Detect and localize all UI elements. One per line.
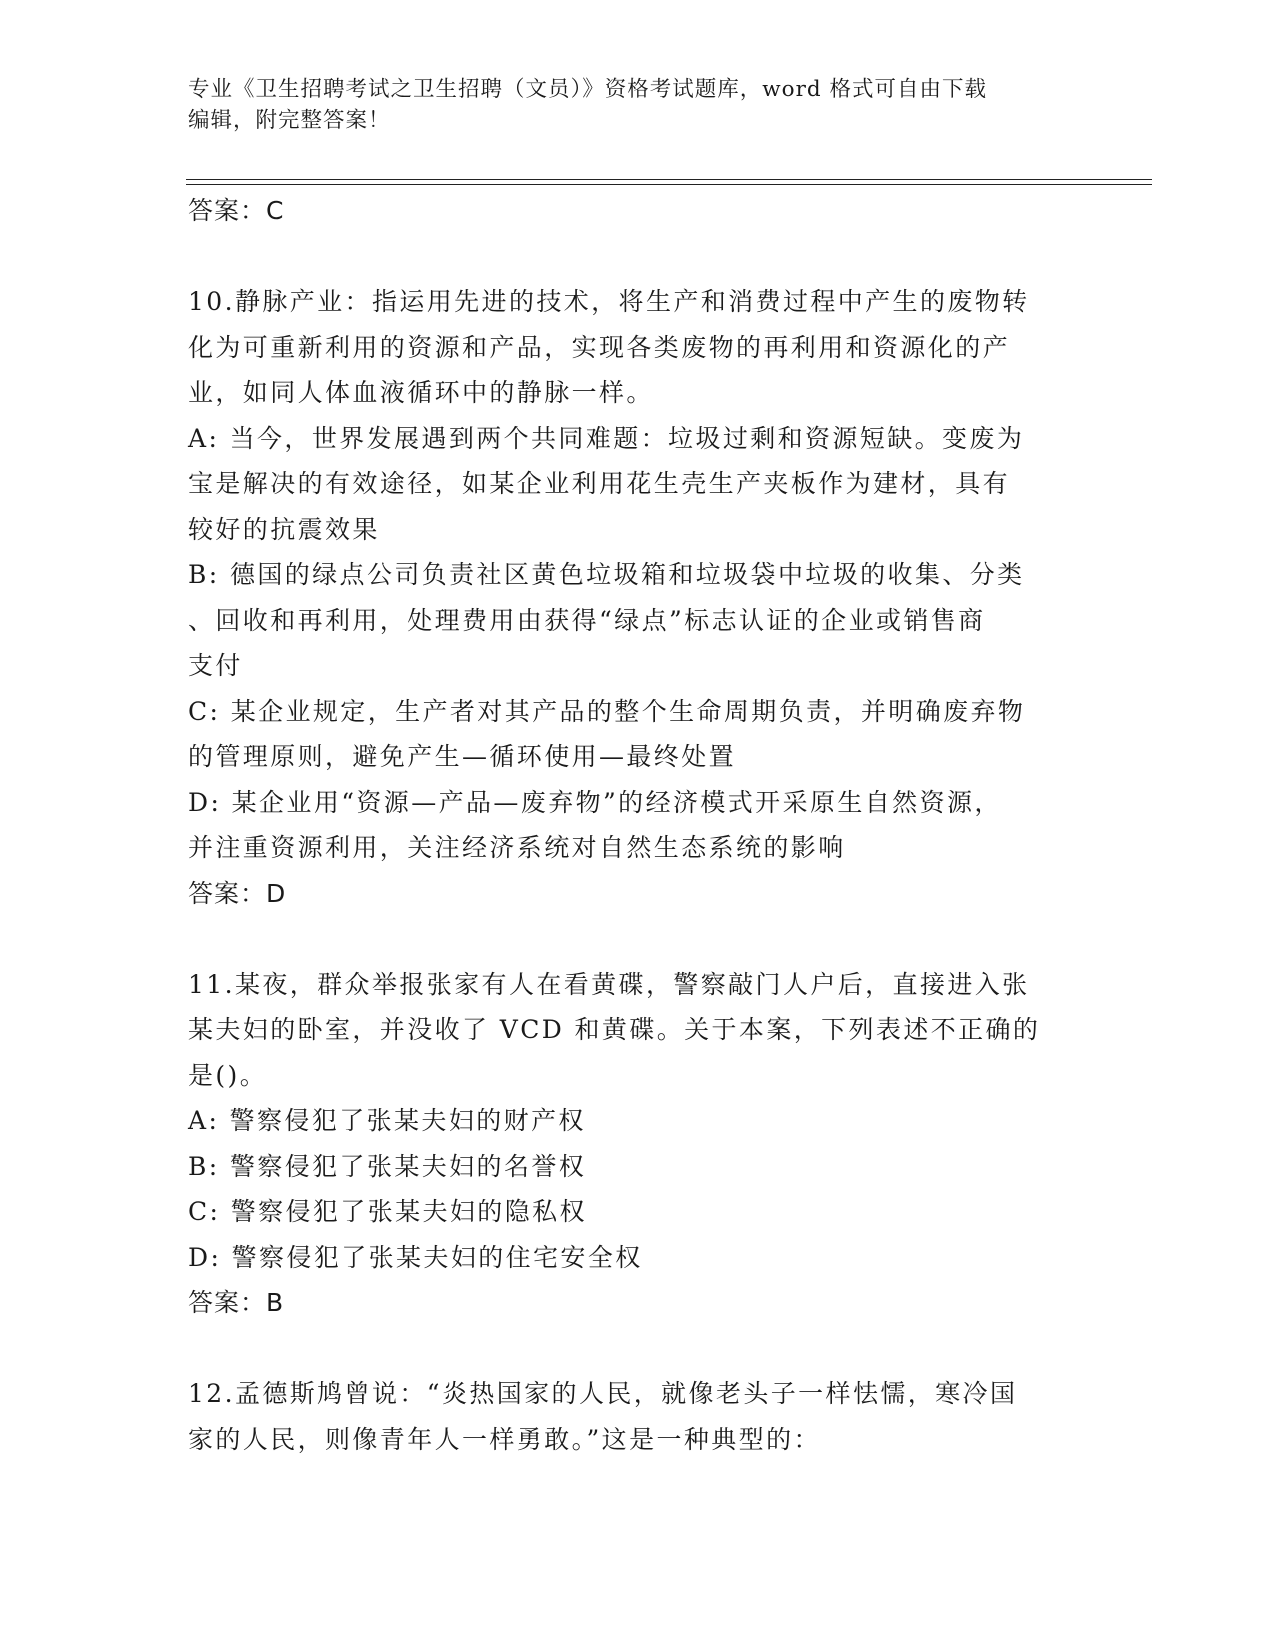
option-a-line: 宝是解决的有效途径，如某企业利用花生壳生产夹板作为建材，具有 [188, 469, 1011, 498]
answer-line: 答案：B [188, 1288, 285, 1317]
header-line-2: 编辑，附完整答案！ [188, 108, 391, 133]
question-text-line: 家的人民，则像青年人一样勇敢。”这是一种典型的： [188, 1424, 821, 1454]
option-a-line: A: 当今，世界发展遇到两个共同难题：垃圾过剩和资源短缺。变废为 [188, 423, 1025, 453]
question-text-line: 10.静脉产业：指运用先进的技术，将生产和消费过程中产生的废物转 [188, 287, 1030, 316]
question-11 [188, 962, 1088, 1327]
question-text-line: 11.某夜，群众举报张家有人在看黄碟，警察敲门人户后，直接进入张 [188, 969, 1030, 999]
question-12 [188, 1371, 1088, 1462]
option-b-line: B: 德国的绿点公司负责社区黄色垃圾箱和垃圾袋中垃圾的收集、分类 [188, 560, 1025, 589]
option-b-line: 支付 [188, 651, 243, 680]
question-text-line: 业，如同人体血液循环中的静脉一样。 [188, 378, 654, 407]
question-text-line: 化为可重新利用的资源和产品，实现各类废物的再利用和资源化的产 [188, 332, 1011, 362]
question-text-line: 是()。 [188, 1060, 268, 1090]
document-body [188, 188, 1088, 1462]
option-b-line: B: 警察侵犯了张某夫妇的名誉权 [188, 1151, 587, 1181]
option-d-line: D: 某企业用“资源—产品—废弃物”的经济模式开采原生自然资源， [188, 787, 1002, 817]
option-c-line: C: 警察侵犯了张某夫妇的隐私权 [188, 1197, 587, 1226]
header-divider-top [186, 179, 1152, 180]
option-a-line: A: 警察侵犯了张某夫妇的财产权 [188, 1106, 586, 1135]
option-b-line: 、回收和再利用，处理费用由获得“绿点”标志认证的企业或销售商 [188, 605, 986, 635]
document-header [188, 74, 1088, 136]
spacer [188, 1326, 1088, 1371]
option-a-line: 较好的抗震效果 [188, 514, 380, 544]
option-d-line: 并注重资源利用，关注经济系统对自然生态系统的影响 [188, 833, 846, 862]
header-divider-bottom [186, 184, 1152, 185]
question-text-line: 某夫妇的卧室，并没收了 VCD 和黄碟。关于本案，下列表述不正确的 [188, 1015, 1041, 1044]
option-d-line: D: 警察侵犯了张某夫妇的住宅安全权 [188, 1242, 643, 1272]
answer-line: 答案：D [188, 878, 287, 908]
question-text-line: 12.孟德斯鸠曾说：“炎热国家的人民，就像老头子一样怯懦，寒冷国 [188, 1379, 1018, 1408]
spacer [188, 234, 1088, 279]
option-c-line: C: 某企业规定，生产者对其产品的整个生命周期负责，并明确废弃物 [188, 696, 1026, 726]
answer-line: 答案：C [188, 196, 285, 225]
header-line-1: 专业《卫生招聘考试之卫生招聘（文员）》资格考试题库，word 格式可自由下载 [188, 77, 987, 102]
spacer [188, 917, 1088, 962]
option-c-line: 的管理原则，避免产生—循环使用—最终处置 [188, 742, 737, 771]
question-10 [188, 279, 1088, 917]
